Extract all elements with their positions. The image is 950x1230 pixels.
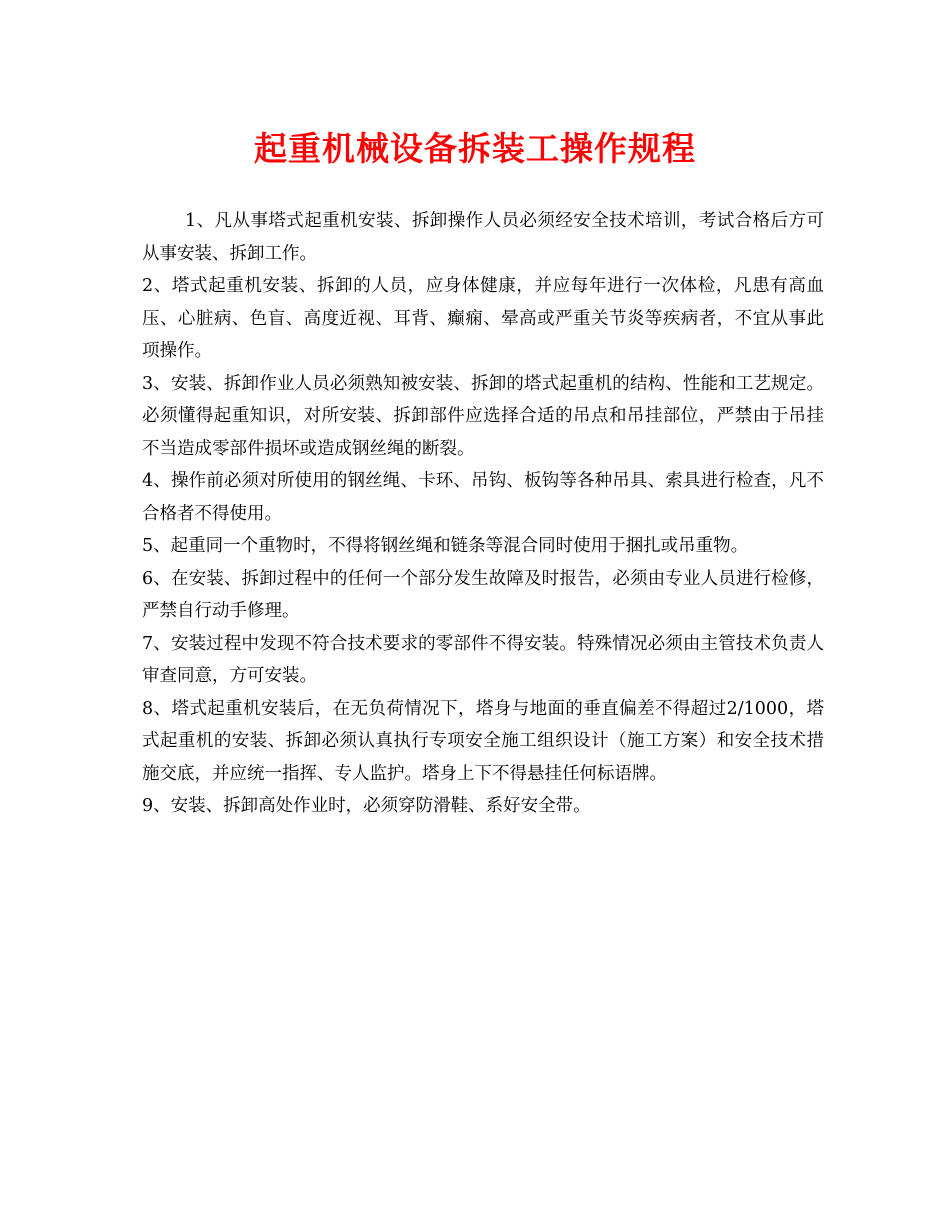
paragraph-7: 7、安装过程中发现不符合技术要求的零部件不得安装。特殊情况必须由主管技术负责人审查同意，方可安装。	[142, 633, 824, 686]
paragraph-8: 8、塔式起重机安装后，在无负荷情况下，塔身与地面的垂直偏差不得超过2/1000，塔式起重机的安装、拆卸必须认真执行专项安全施工组织设计（施工方案）和安全技术措施交底，并应统一指挥、专人监护。塔身上下不得悬挂任何标语牌。	[142, 698, 824, 784]
paragraph-6: 6、在安装、拆卸过程中的任何一个部分发生故障及时报告，必须由专业人员进行检修，严禁自行动手修理。	[142, 568, 824, 621]
paragraph-9: 9、安装、拆卸高处作业时，必须穿防滑鞋、系好安全带。	[142, 796, 591, 816]
paragraph-1: 1、凡从事塔式起重机安装、拆卸操作人员必须经安全技术培训，考试合格后方可从事安装、拆卸工作。	[142, 211, 824, 264]
paragraph-5: 5、起重同一个重物时，不得将钢丝绳和链条等混合同时使用于捆扎或吊重物。	[142, 536, 749, 556]
paragraph-3: 3、安装、拆卸作业人员必须熟知被安装、拆卸的塔式起重机的结构、性能和工艺规定。必须懂得起重知识，对所安装、拆卸部件应选择合适的吊点和吊挂部位，严禁由于吊挂不当造成零部件损坏或造成钢丝绳的断裂。	[142, 373, 824, 459]
document-body	[142, 205, 824, 823]
paragraph-4: 4、操作前必须对所使用的钢丝绳、卡环、吊钩、板钩等各种吊具、索具进行检查，凡不合格者不得使用。	[142, 471, 824, 524]
document-title: 起重机械设备拆装工操作规程	[254, 129, 696, 168]
paragraph-2: 2、塔式起重机安装、拆卸的人员，应身体健康，并应每年进行一次体检，凡患有高血压、心脏病、色盲、高度近视、耳背、癫痫、晕高或严重关节炎等疾病者，不宜从事此项操作。	[142, 276, 824, 361]
